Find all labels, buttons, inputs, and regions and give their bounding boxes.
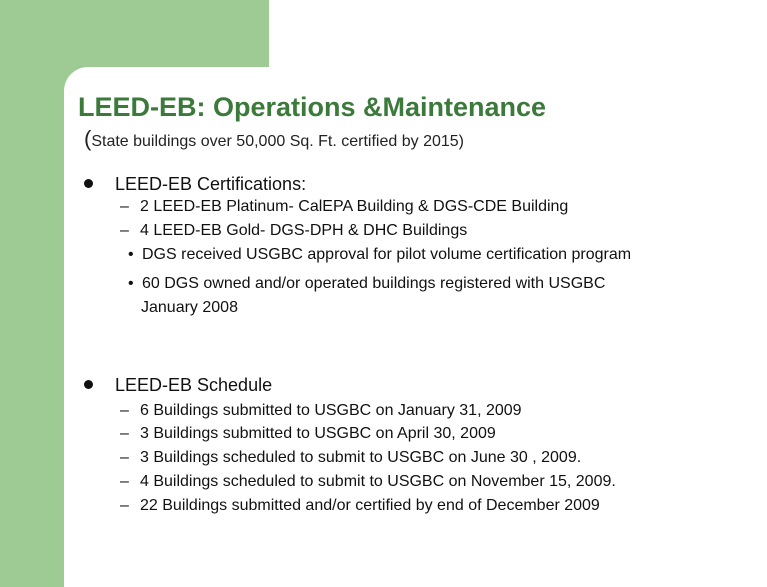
list-item bbox=[120, 496, 600, 516]
list-item bbox=[120, 448, 581, 468]
list-item-text: 3 Buildings scheduled to submit to USGBC on June 30 , 2009. bbox=[140, 449, 582, 466]
list-item-text: 60 DGS owned and/or operated buildings registered with USGBC bbox=[142, 275, 606, 292]
bullet-dot-icon bbox=[84, 179, 93, 188]
slide-subtitle bbox=[84, 126, 464, 152]
list-item bbox=[120, 472, 616, 492]
list-item-text: 4 LEED-EB Gold- DGS-DPH & DHC Buildings bbox=[140, 222, 468, 239]
list-item-text: 2 LEED-EB Platinum- CalEPA Building & DGS-CDE Building bbox=[140, 198, 569, 215]
bullet-dot-icon bbox=[84, 380, 93, 389]
list-item-text: 22 Buildings submitted and/or certified by end of December 2009 bbox=[140, 497, 600, 514]
list-item bbox=[120, 424, 496, 444]
bullet-schedule bbox=[84, 375, 272, 396]
list-item bbox=[120, 197, 568, 217]
dash-icon: – bbox=[120, 497, 129, 514]
certifications-heading: LEED-EB Certifications: bbox=[115, 174, 307, 194]
list-item-continuation: January 2008 bbox=[141, 299, 238, 316]
list-item bbox=[128, 274, 605, 294]
slide-title: LEED-EB: Operations &Maintenance bbox=[78, 92, 547, 122]
bullet-certifications bbox=[84, 174, 306, 195]
list-item-text: 3 Buildings submitted to USGBC on April 30, 2009 bbox=[140, 425, 496, 442]
bullet-icon: • bbox=[128, 246, 134, 263]
dash-icon: – bbox=[120, 473, 129, 490]
subtitle-text: State buildings over 50,000 Sq. Ft. certified by 2015) bbox=[91, 133, 464, 150]
subtitle-paren: ( bbox=[84, 126, 92, 151]
list-item-text: DGS received USGBC approval for pilot volume certification program bbox=[142, 246, 632, 263]
schedule-heading: LEED-EB Schedule bbox=[115, 375, 273, 395]
list-item bbox=[120, 221, 467, 241]
dash-icon: – bbox=[120, 402, 129, 419]
dash-icon: – bbox=[120, 198, 129, 215]
dash-icon: – bbox=[120, 449, 129, 466]
dash-icon: – bbox=[120, 425, 129, 442]
bullet-icon: • bbox=[128, 275, 134, 292]
list-item-text: 4 Buildings scheduled to submit to USGBC on November 15, 2009. bbox=[140, 473, 616, 490]
dash-icon: – bbox=[120, 222, 129, 239]
list-item-text: 6 Buildings submitted to USGBC on January 31, 2009 bbox=[140, 402, 522, 419]
list-item bbox=[120, 401, 522, 421]
list-item bbox=[128, 245, 631, 265]
